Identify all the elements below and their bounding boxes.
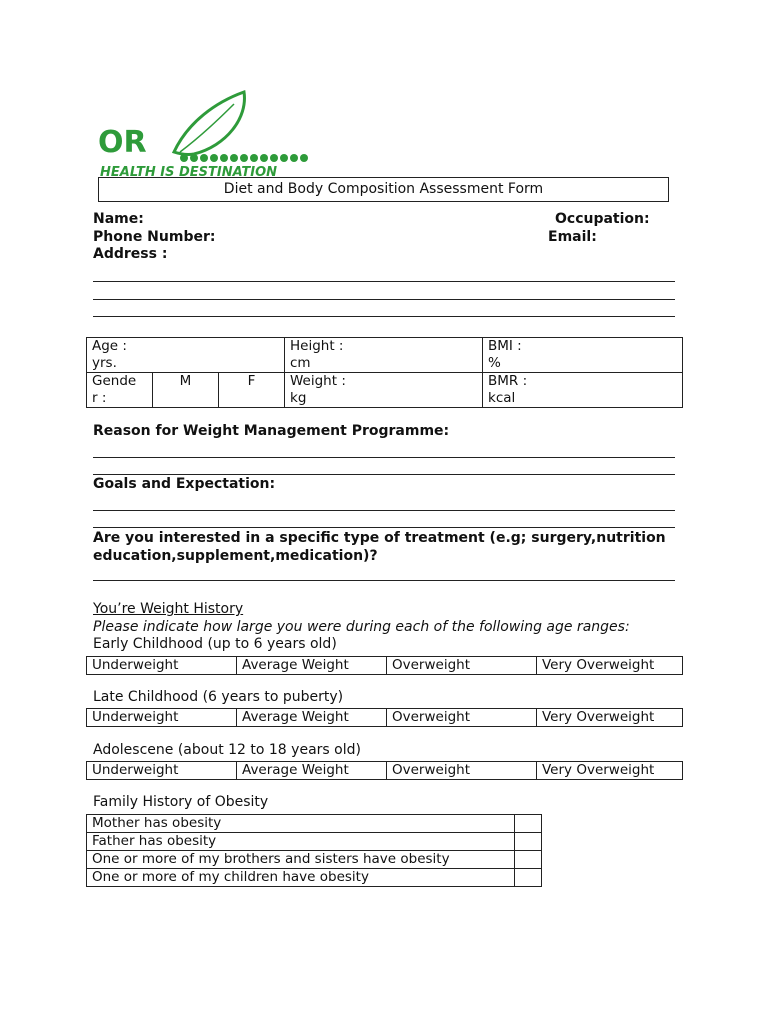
occupation-label: Occupation: [555, 211, 650, 227]
reason-line-2[interactable] [93, 474, 675, 475]
family-history-table [86, 814, 542, 887]
form-title: Diet and Body Composition Assessment Form [98, 177, 669, 202]
late-childhood-label: Late Childhood (6 years to puberty) [93, 689, 344, 705]
option-very-overweight[interactable]: Very Overweight [537, 657, 683, 675]
family-history-checkbox[interactable] [515, 833, 542, 851]
treatment-question-line-1: Are you interested in a specific type of treatment (e.g; surgery,nutrition [93, 530, 666, 546]
reason-line-1[interactable] [93, 457, 675, 458]
wellness-dots [180, 154, 308, 162]
bmi-cell[interactable]: BMI : % [483, 338, 683, 373]
address-line-3[interactable] [93, 316, 675, 317]
early-childhood-options [86, 656, 683, 675]
option-average-weight[interactable]: Average Weight [237, 762, 387, 780]
goals-label: Goals and Expectation: [93, 476, 276, 492]
option-overweight[interactable]: Overweight [387, 657, 537, 675]
weight-history-heading: You’re Weight History [93, 601, 244, 617]
leaf-icon [174, 92, 244, 154]
gender-male-option[interactable]: M [153, 373, 219, 408]
family-history-item: Father has obesity [87, 833, 515, 851]
name-label: Name: [93, 211, 144, 227]
treatment-question-line-2: education,supplement,medication)? [93, 548, 378, 564]
weight-history-instruction: Please indicate how large you were during each of the following age ranges: [93, 619, 630, 635]
adolescence-label: Adolescene (about 12 to 18 years old) [93, 742, 361, 758]
address-label: Address : [93, 246, 168, 262]
option-underweight[interactable]: Underweight [87, 762, 237, 780]
phone-label: Phone Number: [93, 229, 216, 245]
family-history-heading: Family History of Obesity [93, 794, 269, 810]
bmr-cell[interactable]: BMR : kcal [483, 373, 683, 408]
treatment-answer-line[interactable] [93, 580, 675, 581]
weight-cell[interactable]: Weight : kg [285, 373, 483, 408]
email-label: Email: [548, 229, 597, 245]
family-history-item: Mother has obesity [87, 815, 515, 833]
svg-text:HEALTH IS DESTINATION: HEALTH IS DESTINATION [100, 165, 278, 180]
goals-line-1[interactable] [93, 510, 675, 511]
family-history-checkbox[interactable] [515, 815, 542, 833]
reason-label: Reason for Weight Management Programme: [93, 423, 450, 439]
gender-female-option[interactable]: F [219, 373, 285, 408]
early-childhood-label: Early Childhood (up to 6 years old) [93, 636, 337, 652]
option-underweight[interactable]: Underweight [87, 657, 237, 675]
family-history-checkbox[interactable] [515, 869, 542, 887]
late-childhood-options [86, 708, 683, 727]
option-underweight[interactable]: Underweight [87, 709, 237, 727]
svg-text:OR: OR [98, 125, 147, 160]
height-cell[interactable]: Height : cm [285, 338, 483, 373]
address-line-2[interactable] [93, 299, 675, 300]
address-line-1[interactable] [93, 281, 675, 282]
family-history-item: One or more of my children have obesity [87, 869, 515, 887]
adolescence-options [86, 761, 683, 780]
family-history-checkbox[interactable] [515, 851, 542, 869]
family-history-item: One or more of my brothers and sisters have obesity [87, 851, 515, 869]
measurements-table [86, 337, 683, 408]
goals-line-2[interactable] [93, 527, 675, 528]
age-cell[interactable]: Age : yrs. [87, 338, 285, 373]
option-average-weight[interactable]: Average Weight [237, 709, 387, 727]
company-logo [96, 88, 312, 180]
gender-label-cell: Gende r : [87, 373, 153, 408]
option-overweight[interactable]: Overweight [387, 709, 537, 727]
option-very-overweight[interactable]: Very Overweight [537, 762, 683, 780]
option-very-overweight[interactable]: Very Overweight [537, 709, 683, 727]
option-average-weight[interactable]: Average Weight [237, 657, 387, 675]
option-overweight[interactable]: Overweight [387, 762, 537, 780]
